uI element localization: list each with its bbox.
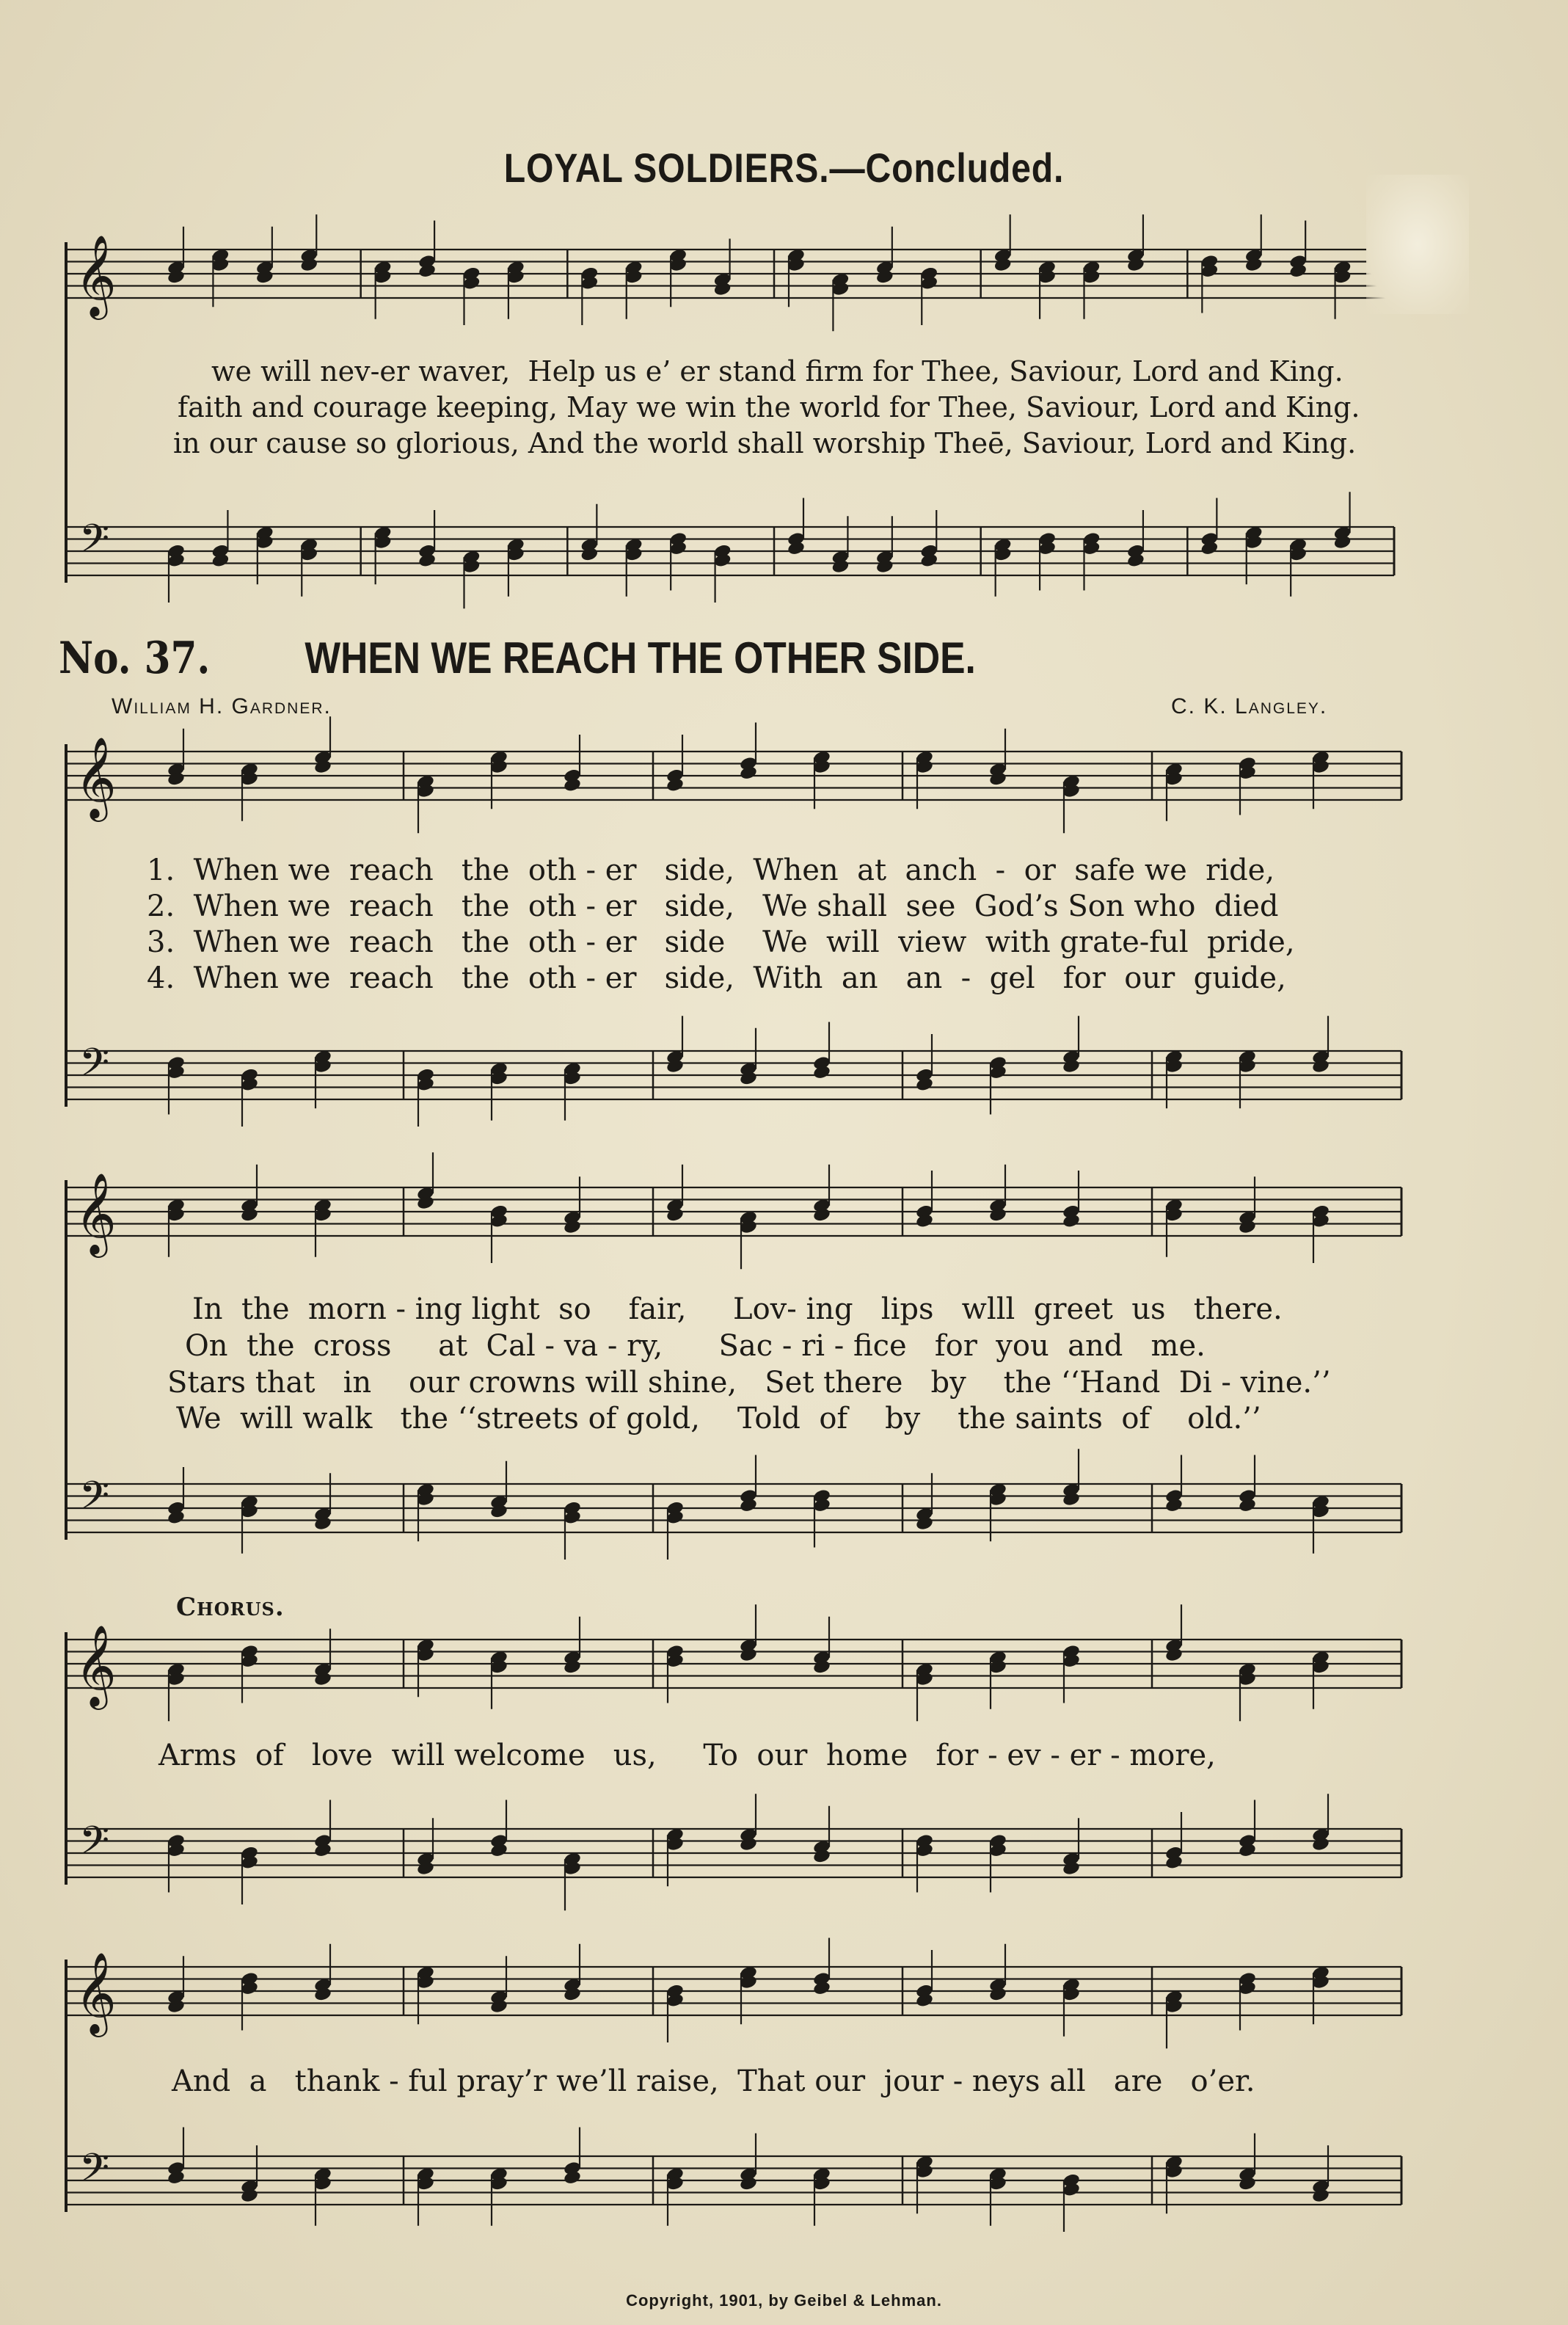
verse4-line: 4. When we reach the oth - er side, With an an - gel for our guide, [147, 961, 1286, 995]
verse1-line-b: In the morn - ing light so fair, Lov- ing lips wlll greet us there. [192, 1292, 1283, 1326]
loyal-soldiers-lyric-1: we will nev-er waver, Help us e’ er stand firm for Thee, Saviour, Lord and King. [211, 355, 1343, 388]
chorus-line-1: Arms of love will welcome us, To our home for - ev - er - more, [158, 1739, 1216, 1772]
chorus-label: Chorus. [176, 1593, 285, 1622]
bass-clef-icon: 𝄢 [79, 2146, 110, 2200]
treble-clef-icon: 𝄞 [75, 234, 117, 316]
verse2-line: 2. When we reach the oth - er side, We shall see God’s Son who died [147, 889, 1279, 923]
verse1-line: 1. When we reach the oth - er side, When at anch - or safe we ride, [147, 854, 1275, 887]
bass-clef-icon: 𝄢 [79, 1041, 110, 1095]
bass-clef-icon: 𝄢 [79, 1819, 110, 1873]
page-title: LOYAL SOLDIERS.—Concluded. [503, 145, 1065, 191]
verse2-line-b: On the cross at Cal - va - ry, Sac - ri - fice for you and me. [185, 1329, 1206, 1363]
copyright-notice: Copyright, 1901, by Geibel & Lehman. [626, 2291, 942, 2310]
composer: C. K. Langley. [1171, 694, 1328, 718]
lyricist: William H. Gardner. [112, 694, 332, 718]
hymn-title: WHEN WE REACH THE OTHER SIDE. [305, 633, 976, 683]
bass-clef-icon: 𝄢 [79, 517, 110, 571]
treble-clef-icon: 𝄞 [75, 1951, 117, 2034]
chorus-line-2: And a thank - ful pray’r we’ll raise, That our jour - neys all are o’er. [172, 2064, 1255, 2098]
bass-clef-icon: 𝄢 [79, 1474, 110, 1528]
treble-clef-icon: 𝄞 [75, 736, 117, 818]
verse3-line-b: Stars that in our crowns will shine, Set there by the ‘‘Hand Di - vine.’’ [167, 1366, 1331, 1400]
hymn-heading [59, 633, 976, 684]
treble-clef-icon: 𝄞 [75, 1624, 117, 1706]
verse4-line-b: We will walk the ‘‘streets of gold, Told of by the saints of old.’’ [176, 1402, 1261, 1436]
hymn-number: No. 37. [59, 633, 211, 684]
loyal-soldiers-lyric-3: in our cause so glorious, And the world shall worship Theē, Saviour, Lord and King. [173, 427, 1357, 459]
verse3-line: 3. When we reach the oth - er side We will view with grate-ful pride, [147, 925, 1295, 959]
page-tear-mark [1366, 175, 1469, 314]
loyal-soldiers-lyric-2: faith and courage keeping, May we win the world for Thee, Saviour, Lord and King. [178, 391, 1360, 423]
treble-clef-icon: 𝄞 [75, 1172, 117, 1254]
